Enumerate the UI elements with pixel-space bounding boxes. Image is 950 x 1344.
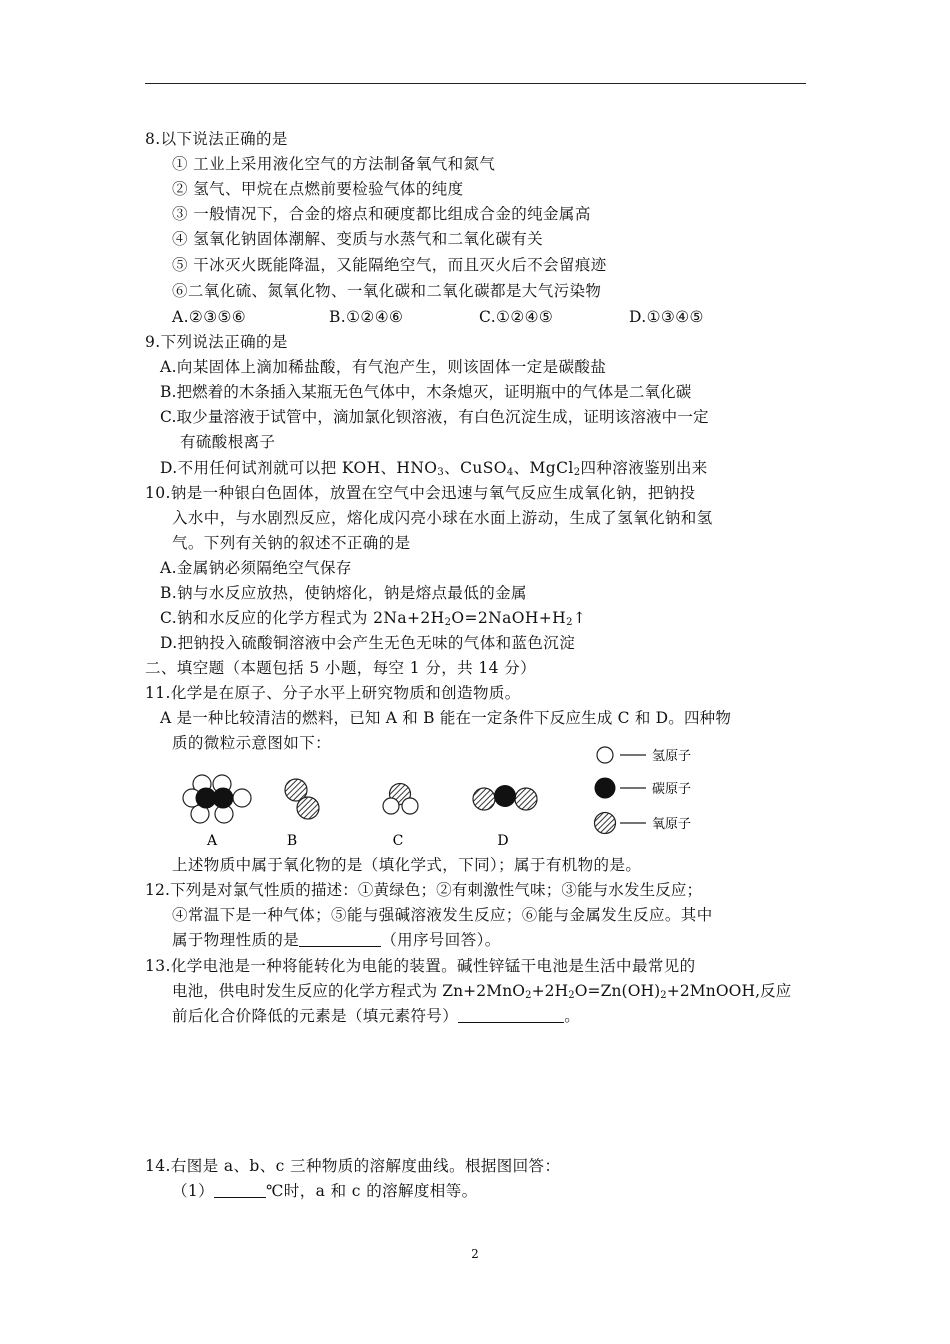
q13-line3: 前后化合价降低的元素是（填元素符号） 。 <box>172 1007 581 1025</box>
label-d: D <box>497 833 509 849</box>
q13-line1: 13.化学电池是一种将能转化为电能的装置。碱性锌锰干电池是生活中最常见的 <box>145 957 696 975</box>
q10-stem-line3: 气。下列有关钠的叙述不正确的是 <box>172 534 411 552</box>
q8-option-d: D.①③④⑤ <box>629 308 704 326</box>
molecule-b <box>285 779 319 819</box>
molecule-c <box>383 784 418 815</box>
q9-option-d: D.不用任何试剂就可以把 KOH、$HNO_3$、CuSO$_4$、MgCl$_2$四种溶液鉴别出来 <box>160 459 708 478</box>
header-rule <box>145 83 806 84</box>
q8-item-6: ⑥二氧化硫、氮氧化物、一氧化碳和二氧化碳都是大气污染物 <box>172 282 602 300</box>
q10-option-c: C.钠和水反应的化学方程式为 $2Na+2H_2O=2NaOH+H_2↑$ <box>160 609 587 628</box>
legend-oxygen: 氧原子 <box>652 817 692 832</box>
q9-option-a: A.向某固体上滴加稀盐酸，有气泡产生，则该固体一定是碳酸盐 <box>160 358 607 376</box>
q9-option-c-line2: 有硫酸根离子 <box>180 433 276 451</box>
q11-stem: 11.化学是在原子、分子水平上研究物质和创造物质。 <box>145 684 521 702</box>
q10-stem-line1: 10.钠是一种银白色固体，放置在空气中会迅速与氧气反应生成氧化钠，把钠投 <box>145 484 696 502</box>
q11-line3: 质的微粒示意图如下： <box>172 734 332 752</box>
q8-options <box>172 306 704 328</box>
label-a: A <box>206 833 218 849</box>
q12-line1: 12.下列是对氯气性质的描述：①黄绿色；②有刺激性气味；③能与水发生反应； <box>145 881 703 899</box>
q12-line3: 属于物理性质的是 （用序号回答）。 <box>172 931 501 949</box>
q10-option-d: D.把钠投入硫酸铜溶液中会产生无色无味的气体和蓝色沉淀 <box>160 634 576 652</box>
q12-answer-blank[interactable] <box>299 930 381 947</box>
q11-tail: 上述物质中属于氧化物的是（填化学式，下同）；属于有机物的是。 <box>172 856 642 874</box>
q9-option-c-line1: C.取少量溶液于试管中，滴加氯化钡溶液，有白色沉淀生成，证明该溶液中一定 <box>160 408 709 426</box>
page-number: 2 <box>471 1247 479 1261</box>
q8-stem: 8.以下说法正确的是 <box>145 130 288 148</box>
q8-item-1: ① 工业上采用液化空气的方法制备氧气和氮气 <box>172 155 496 173</box>
q8-option-c: C.①②④⑤ <box>479 308 554 326</box>
q11-line2: A 是一种比较清洁的燃料，已知 A 和 B 能在一定条件下反应生成 C 和 D。四种物 <box>160 709 732 727</box>
q8-option-b: B.①②④⑥ <box>329 308 404 326</box>
q8-option-a: A.②③⑤⑥ <box>172 308 247 326</box>
q8-item-2: ② 氢气、甲烷在点燃前要检验气体的纯度 <box>172 180 464 198</box>
q8-item-4: ④ 氢氧化钠固体潮解、变质与水蒸气和二氧化碳有关 <box>172 230 544 248</box>
q9-option-b: B.把燃着的木条插入某瓶无色气体中，木条熄灭，证明瓶中的气体是二氧化碳 <box>160 383 692 401</box>
q13-line2: 电池，供电时发生反应的化学方程式为 $Zn+2MnO_2+2H_2O=Zn(OH)_2+2MnOOH$,反应 <box>172 982 792 1001</box>
q14-answer-blank[interactable] <box>214 1181 266 1198</box>
q8-item-3: ③ 一般情况下，合金的熔点和硬度都比组成合金的纯金属高 <box>172 205 591 223</box>
legend-carbon: 碳原子 <box>652 782 692 797</box>
molecule-a <box>183 775 251 823</box>
q10-option-b: B.钠与水反应放热，使钠熔化，钠是熔点最低的金属 <box>160 584 527 602</box>
particle-diagram <box>170 742 730 854</box>
molecule-d <box>473 785 537 810</box>
label-c: C <box>392 833 404 849</box>
q12-line2: ④常温下是一种气体；⑤能与强碱溶液发生反应；⑥能与金属发生反应。其中 <box>172 906 713 924</box>
legend <box>595 747 692 834</box>
legend-hydrogen: 氢原子 <box>652 749 692 764</box>
q13-answer-blank[interactable] <box>458 1006 564 1023</box>
label-b: B <box>286 833 298 849</box>
q10-stem-line2: 入水中，与水剧烈反应，熔化成闪亮小球在水面上游动，生成了氢氧化钠和氢 <box>172 509 713 527</box>
q14-line1: 14.右图是 a、b、c 三种物质的溶解度曲线。根据图回答： <box>145 1157 561 1175</box>
q9-stem: 9.下列说法正确的是 <box>145 333 288 351</box>
q10-option-a: A.金属钠必须隔绝空气保存 <box>160 559 352 577</box>
q8-item-5: ⑤ 干冰灭火既能降温，又能隔绝空气，而且灭火后不会留痕迹 <box>172 256 607 274</box>
section-2-heading: 二、填空题（本题包括 5 小题，每空 1 分，共 14 分） <box>145 659 537 677</box>
q14-line2: （1） ℃时，a 和 c 的溶解度相等。 <box>172 1182 478 1200</box>
